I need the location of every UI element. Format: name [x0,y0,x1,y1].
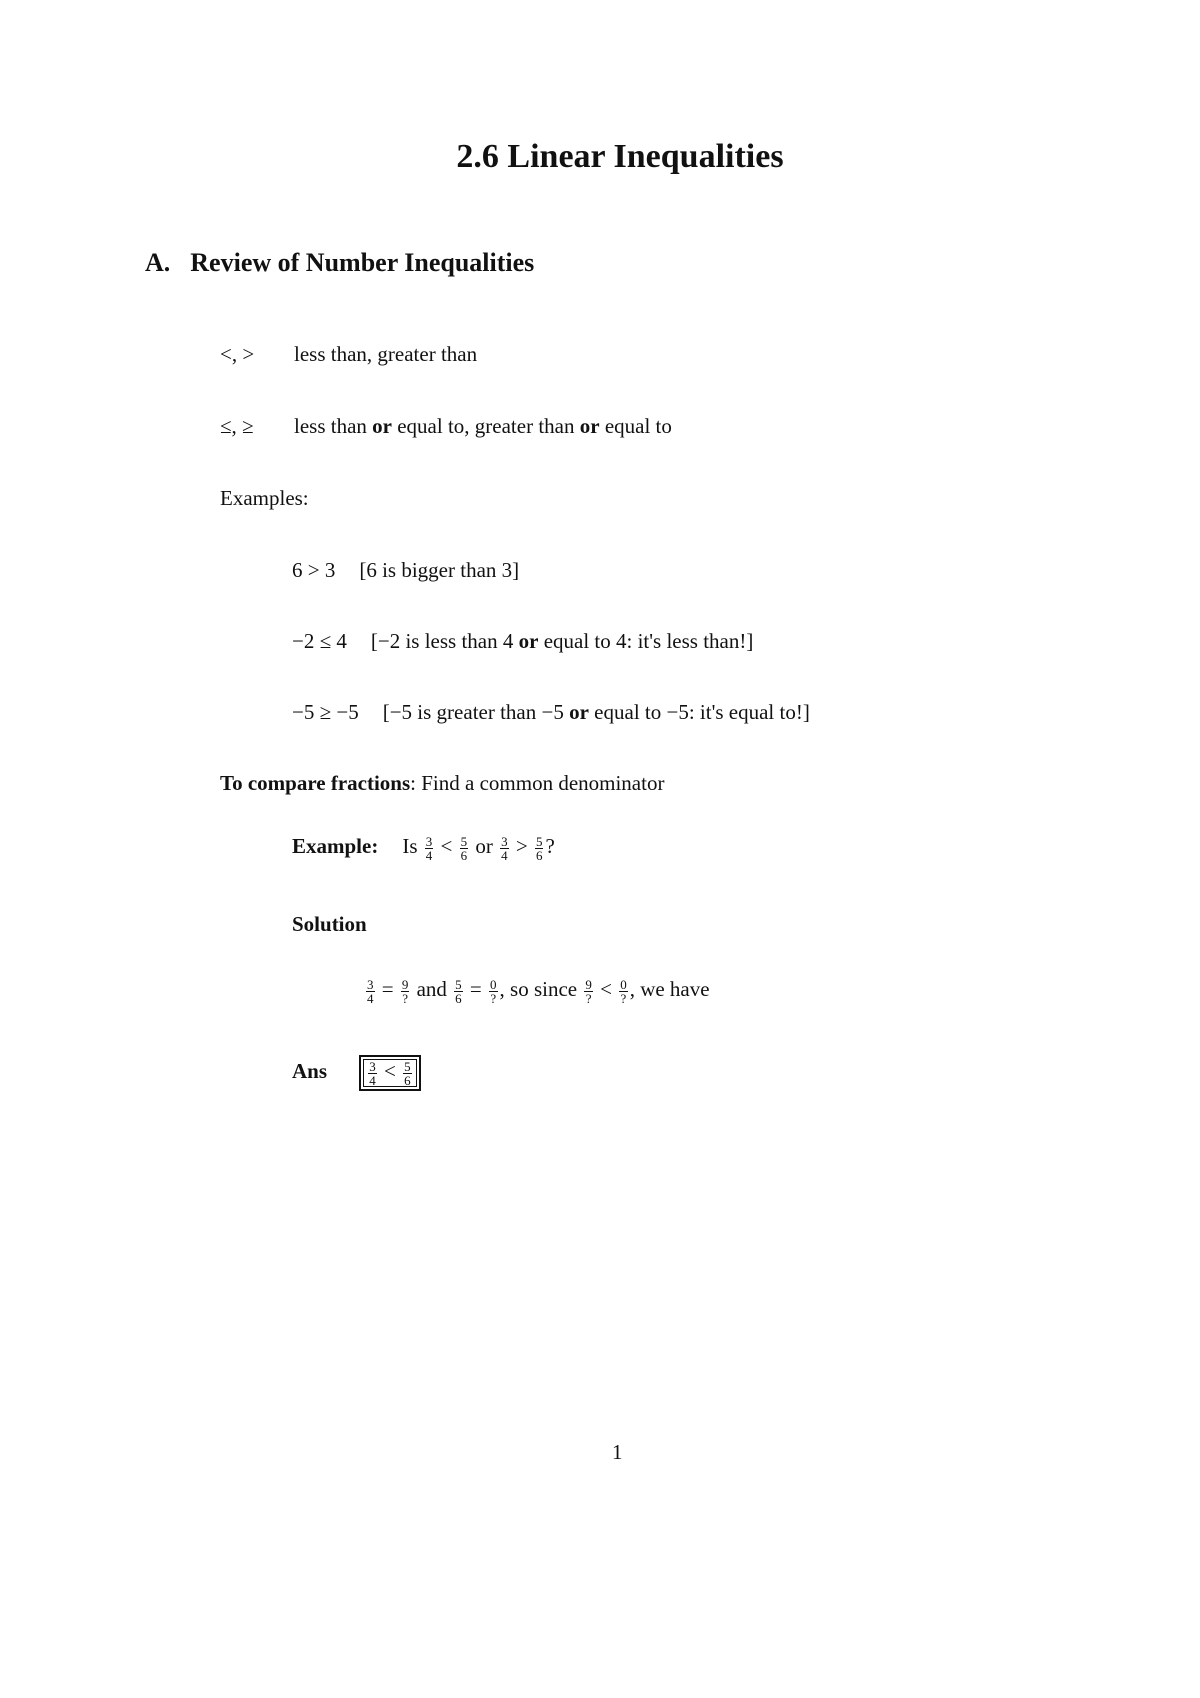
operator: < [384,1059,396,1083]
example-expression: 6 > 3 [292,558,336,582]
operator: < [440,834,453,858]
solution-text: , so since [499,977,578,1001]
definition-text: less than [294,414,373,438]
definition-text: less than, greater than [294,342,478,366]
section-label: A. [145,248,171,277]
answer-label: Ans [292,1059,328,1083]
example-note: [−5 is greater than −5 [382,700,570,724]
numerator: 5 [455,976,462,992]
operator: = [381,977,394,1001]
answer-box [359,1055,420,1091]
solution-label: Solution [292,912,367,936]
fraction [489,978,498,1005]
example-item [292,700,810,725]
question-text: ? [545,834,555,858]
denominator: 4 [369,1072,376,1088]
page-number: 1 [612,1440,623,1464]
definition-symbol: ≤, ≥ [220,414,254,438]
example-item [292,629,753,654]
denominator: ? [620,990,627,1006]
section-title: Review of Number Inequalities [190,248,535,277]
denominator: ? [490,990,497,1006]
example-expression: −2 ≤ 4 [292,629,347,653]
example-note: [−2 is less than 4 [370,629,519,653]
numerator: 5 [460,833,468,849]
or-emphasis: or [372,414,392,438]
operator: = [469,977,482,1001]
fraction [584,978,593,1005]
numerator: 3 [369,1058,376,1074]
denominator: ? [402,990,408,1006]
examples-label: Examples: [220,486,309,510]
fraction [460,835,469,862]
numerator: 9 [401,976,409,992]
fraction [425,835,434,862]
page-title: 2.6 Linear Inequalities [456,138,784,175]
fraction [368,1060,377,1087]
compare-fractions-rule [220,771,664,796]
definition-text: equal to [599,414,672,438]
numerator: 9 [585,976,592,992]
numerator: 3 [367,976,374,992]
fraction [500,835,509,862]
denominator: 6 [460,847,468,863]
definition-strict [220,342,477,367]
denominator: ? [585,990,592,1006]
denominator: 4 [425,847,433,863]
denominator: 4 [501,847,508,863]
answer-line [292,1055,421,1091]
operator: < [600,977,612,1001]
operator: > [515,834,528,858]
example-note: equal to −5: it's equal to!] [588,700,810,724]
fraction [454,978,463,1005]
numerator: 5 [535,833,543,849]
denominator: 6 [404,1072,411,1088]
fraction [535,835,544,862]
rule-label: To compare fractions [220,771,411,795]
question-text: Is [402,834,418,858]
fraction [401,978,410,1005]
example-label: Example: [292,834,379,858]
example-note: [6 is bigger than 3] [359,558,520,582]
or-emphasis: or [569,700,589,724]
example-item [292,558,519,583]
numerator: 0 [490,976,497,992]
or-emphasis: or [579,414,600,438]
solution-line [364,977,710,1005]
or-emphasis: or [518,629,539,653]
fraction [403,1060,412,1087]
numerator: 0 [620,976,627,992]
numerator: 3 [501,833,508,849]
definition-nonstrict [220,414,672,439]
example-expression: −5 ≥ −5 [292,700,359,724]
example-note: equal to 4: it's less than!] [538,629,754,653]
numerator: 5 [404,1058,411,1074]
definition-text: equal to, greater than [391,414,580,438]
denominator: 4 [367,990,374,1006]
fraction [366,978,375,1005]
example-question [292,834,555,862]
solution-text: and [416,977,447,1001]
numerator: 3 [425,833,433,849]
solution-text: , we have [629,977,710,1001]
fraction [619,978,628,1005]
denominator: 6 [535,847,543,863]
question-text: or [475,834,493,858]
section-heading [145,248,534,278]
denominator: 6 [455,990,462,1006]
rule-text: : Find a common denominator [410,771,665,795]
definition-symbol: <, > [220,342,255,366]
